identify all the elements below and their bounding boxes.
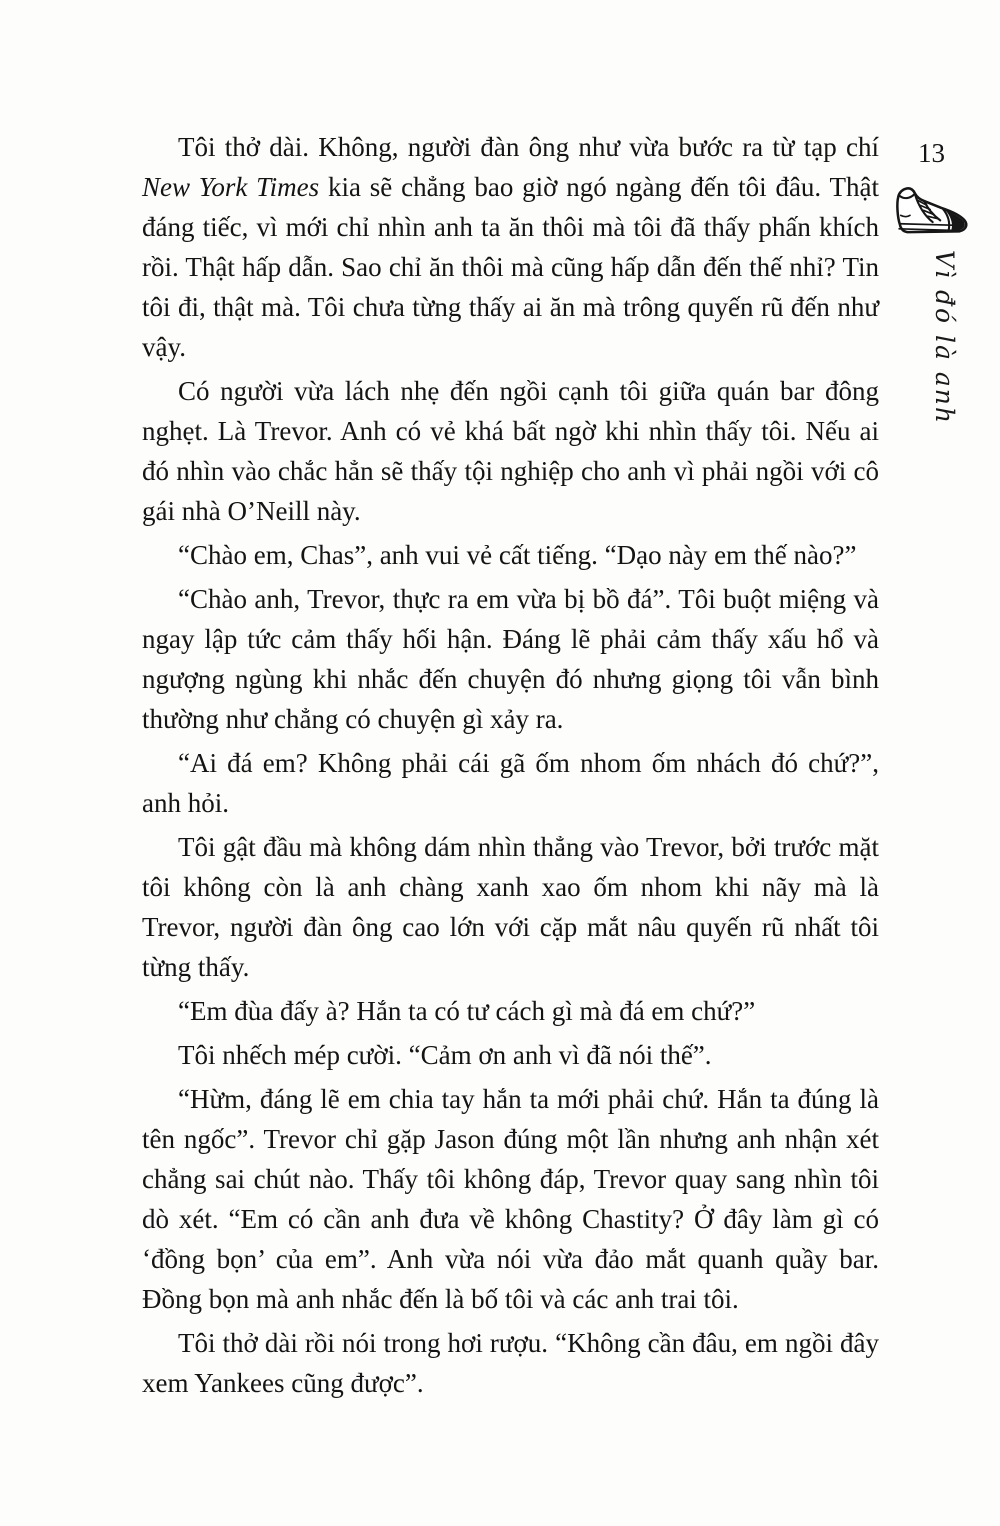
- paragraph: [142, 827, 879, 987]
- text-segment: kia sẽ chẳng bao giờ ngó ngàng đến tôi đâu. Thật đáng tiếc, vì mới chỉ nhìn anh ta ăn thôi mà tôi đã thấy phấn khích rồi. Thật hấp dẫn. Sao chỉ ăn thôi mà cũng hấp dẫn đến thế nhỉ? Tin tôi đi, thật mà. Tôi chưa từng thấy ai ăn mà trông quyến rũ đến như vậy.: [142, 172, 879, 362]
- paragraph: [142, 743, 879, 823]
- running-title: Vì đó là anh: [930, 250, 959, 425]
- page-number: 13: [918, 138, 945, 168]
- text-segment: Tôi nhếch mép cười. “Cảm ơn anh vì đã nói thế”.: [178, 1040, 712, 1070]
- text-segment: “Chào anh, Trevor, thực ra em vừa bị bồ đá”. Tôi buột miệng và ngay lập tức cảm thấy hối hận. Đáng lẽ phải cảm thấy xấu hổ và ngượng ngùng khi nhắc đến chuyện đó nhưng giọng tôi vẫn bình thường như chẳng có chuyện gì xảy ra.: [142, 584, 879, 734]
- paragraph: [142, 371, 879, 531]
- paragraph: [142, 535, 879, 575]
- italic-text-segment: New York Times: [142, 172, 320, 202]
- text-segment: “Em đùa đấy à? Hắn ta có tư cách gì mà đá em chứ?”: [178, 996, 756, 1026]
- paragraph: [142, 1035, 879, 1075]
- paragraph: [142, 1079, 879, 1319]
- text-segment: Tôi gật đầu mà không dám nhìn thẳng vào Trevor, bởi trước mặt tôi không còn là anh chàng xanh xao ốm nhom khi nãy mà là Trevor, người đàn ông cao lớn với cặp mắt nâu quyến rũ nhất tôi từng thấy.: [142, 832, 879, 982]
- paragraph: [142, 579, 879, 739]
- paragraph: [142, 127, 879, 367]
- text-segment: Tôi thở dài. Không, người đàn ông như vừa bước ra từ tạp chí: [178, 132, 879, 162]
- text-segment: “Chào em, Chas”, anh vui vẻ cất tiếng. “Dạo này em thế nào?”: [178, 540, 857, 570]
- paragraph: [142, 991, 879, 1031]
- sneaker-icon: [889, 183, 973, 241]
- paragraph: [142, 1323, 879, 1403]
- text-segment: Tôi thở dài rồi nói trong hơi rượu. “Không cần đâu, em ngồi đây xem Yankees cũng được”.: [142, 1328, 879, 1398]
- text-segment: “Ai đá em? Không phải cái gã ốm nhom ốm nhách đó chứ?”, anh hỏi.: [142, 748, 879, 818]
- text-segment: Có người vừa lách nhẹ đến ngồi cạnh tôi giữa quán bar đông nghẹt. Là Trevor. Anh có vẻ khá bất ngờ khi nhìn thấy tôi. Nếu ai đó nhìn vào chắc hẳn sẽ thấy tội nghiệp cho anh vì phải ngồi với cô gái nhà O’Neill này.: [142, 376, 879, 526]
- text-segment: “Hừm, đáng lẽ em chia tay hắn ta mới phải chứ. Hắn ta đúng là tên ngốc”. Trevor chỉ gặp Jason đúng một lần nhưng anh nhận xét chẳng sai chút nào. Thấy tôi không đáp, Trevor quay sang nhìn tôi dò xét. “Em có cần anh đưa về không Chastity? Ở đây làm gì có ‘đồng bọn’ của em”. Anh vừa nói vừa đảo mắt quanh quầy bar. Đồng bọn mà anh nhắc đến là bố tôi và các anh trai tôi.: [142, 1084, 879, 1314]
- body-text: [142, 127, 879, 1407]
